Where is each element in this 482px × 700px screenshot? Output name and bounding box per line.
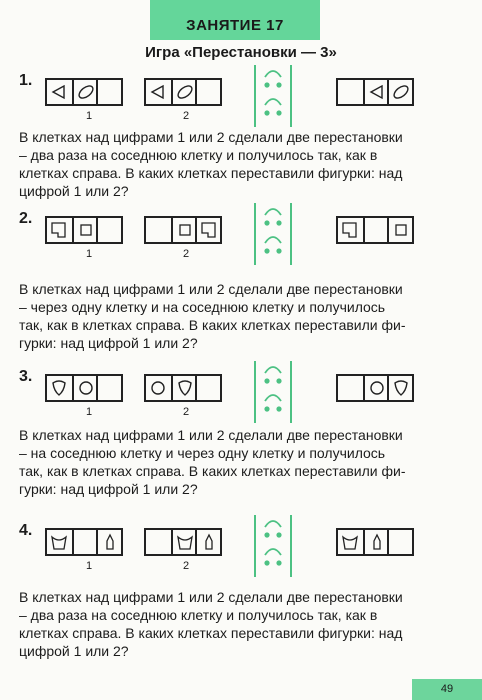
swap-arc-icon [265, 209, 281, 215]
exercise-3 [0, 368, 482, 508]
shield-icon [392, 379, 410, 397]
dot-icon [276, 560, 281, 565]
notched-flag-icon [50, 221, 68, 239]
bullet-icon [101, 533, 119, 551]
cell [338, 530, 362, 554]
task-text [19, 128, 465, 200]
cell [146, 376, 170, 400]
digit-label-2: 2 [183, 248, 190, 260]
digit-label-2: 2 [183, 406, 190, 418]
shield-icon [50, 379, 68, 397]
swap-arc-icon [265, 395, 281, 401]
swap-divider [250, 201, 296, 267]
task-text-line: – два раза на соседнюю клетку и получилось так, как в [19, 147, 378, 163]
task-text-line: В клетках над цифрами 1 или 2 сделали две перестановки [19, 129, 403, 145]
cell [387, 376, 411, 400]
task-text-line: клетках справа. В каких клетках переставили фигурки: над [19, 625, 403, 641]
cell [195, 376, 219, 400]
swap-divider [250, 63, 296, 129]
dot-icon [276, 378, 281, 383]
cell [387, 80, 411, 104]
cell [338, 80, 362, 104]
cell [96, 80, 120, 104]
cell-strip-2 [144, 216, 222, 244]
cell [146, 218, 170, 242]
cell [146, 530, 170, 554]
triangle-left-icon [149, 83, 167, 101]
cup-icon [341, 533, 359, 551]
lesson-title: ЗАНЯТИЕ 17 [186, 17, 284, 34]
cell [338, 218, 362, 242]
dot-icon [264, 532, 269, 537]
exercise-number: 2. [19, 210, 33, 227]
task-text [19, 588, 465, 660]
task-text-line: гурки: над цифрой 1 или 2? [19, 481, 198, 497]
circle-icon [77, 379, 95, 397]
swap-arc-icon [265, 521, 281, 527]
cell-strip-3 [336, 528, 414, 556]
shield-icon [176, 379, 194, 397]
dot-icon [276, 248, 281, 253]
cell [387, 218, 411, 242]
task-text-line: так, как в клетках справа. В каких клетках переставили фи- [19, 317, 406, 333]
small-square-icon [77, 221, 95, 239]
cell [47, 530, 71, 554]
dot-icon [264, 406, 269, 411]
cell [96, 376, 120, 400]
cell [47, 80, 71, 104]
cell [195, 218, 219, 242]
cup-icon [176, 533, 194, 551]
digit-label-1: 1 [86, 406, 93, 418]
task-text [19, 426, 465, 498]
cell [363, 80, 387, 104]
cell-strip-2 [144, 78, 222, 106]
cell [387, 530, 411, 554]
cell [146, 80, 170, 104]
cell [338, 376, 362, 400]
dot-icon [276, 82, 281, 87]
cell [171, 376, 195, 400]
cell-strip-1 [45, 216, 123, 244]
dot-icon [264, 248, 269, 253]
task-text-line: – на соседнюю клетку и через одну клетку и получилось [19, 445, 386, 461]
task-text-line: В клетках над цифрами 1 или 2 сделали две перестановки [19, 589, 403, 605]
cell [363, 218, 387, 242]
cell [96, 530, 120, 554]
task-text-line: клетках справа. В каких клетках переставили фигурки: над [19, 165, 403, 181]
cell-strip-2 [144, 528, 222, 556]
bullet-icon [368, 533, 386, 551]
swap-divider [250, 359, 296, 425]
exercise-1 [0, 72, 482, 212]
exercise-number: 4. [19, 522, 33, 539]
cell [171, 530, 195, 554]
cell [96, 218, 120, 242]
task-text [19, 280, 465, 352]
task-text-line: цифрой 1 или 2? [19, 183, 129, 199]
task-text-line: – два раза на соседнюю клетку и получилось так, как в [19, 607, 378, 623]
dot-icon [276, 110, 281, 115]
dot-icon [264, 560, 269, 565]
swap-arc-icon [265, 237, 281, 243]
circle-icon [149, 379, 167, 397]
notched-flag-icon [341, 221, 359, 239]
page-number: 49 [440, 683, 454, 695]
cell [72, 376, 96, 400]
cell [72, 218, 96, 242]
cell [195, 80, 219, 104]
small-square-icon [176, 221, 194, 239]
cell-strip-1 [45, 78, 123, 106]
cell-strip-3 [336, 78, 414, 106]
cell [363, 376, 387, 400]
cell [363, 530, 387, 554]
task-text-line: В клетках над цифрами 1 или 2 сделали две перестановки [19, 281, 403, 297]
swap-arc-icon [265, 71, 281, 77]
dot-icon [276, 532, 281, 537]
task-text-line: гурки: над цифрой 1 или 2? [19, 335, 198, 351]
cell [72, 530, 96, 554]
oval-icon [77, 83, 95, 101]
dot-icon [264, 220, 269, 225]
swap-divider [250, 513, 296, 579]
task-text-line: – через одну клетку и на соседнюю клетку и получилось [19, 299, 386, 315]
exercise-2 [0, 210, 482, 350]
cell-strip-1 [45, 374, 123, 402]
notched-flag-icon [200, 221, 218, 239]
game-title: Игра «Перестановки — 3» [145, 44, 337, 61]
cell [195, 530, 219, 554]
swap-arc-icon [265, 99, 281, 105]
cup-icon [50, 533, 68, 551]
triangle-left-icon [50, 83, 68, 101]
exercise-4 [0, 522, 482, 662]
dot-icon [276, 220, 281, 225]
cell-strip-3 [336, 374, 414, 402]
circle-icon [368, 379, 386, 397]
dot-icon [276, 406, 281, 411]
exercise-number: 3. [19, 368, 33, 385]
cell-strip-3 [336, 216, 414, 244]
cell [47, 218, 71, 242]
digit-label-2: 2 [183, 560, 190, 572]
swap-arc-icon [265, 367, 281, 373]
bullet-icon [200, 533, 218, 551]
digit-label-1: 1 [86, 560, 93, 572]
dot-icon [264, 110, 269, 115]
exercise-number: 1. [19, 72, 33, 89]
oval-icon [392, 83, 410, 101]
swap-arc-icon [265, 549, 281, 555]
triangle-left-icon [368, 83, 386, 101]
task-text-line: цифрой 1 или 2? [19, 643, 129, 659]
dot-icon [264, 82, 269, 87]
cell [171, 80, 195, 104]
digit-label-1: 1 [86, 110, 93, 122]
digit-label-1: 1 [86, 248, 93, 260]
cell [72, 80, 96, 104]
dot-icon [264, 378, 269, 383]
cell-strip-2 [144, 374, 222, 402]
small-square-icon [392, 221, 410, 239]
digit-label-2: 2 [183, 110, 190, 122]
task-text-line: В клетках над цифрами 1 или 2 сделали две перестановки [19, 427, 403, 443]
oval-icon [176, 83, 194, 101]
cell [47, 376, 71, 400]
task-text-line: так, как в клетках справа. В каких клетках переставили фи- [19, 463, 406, 479]
cell [171, 218, 195, 242]
cell-strip-1 [45, 528, 123, 556]
